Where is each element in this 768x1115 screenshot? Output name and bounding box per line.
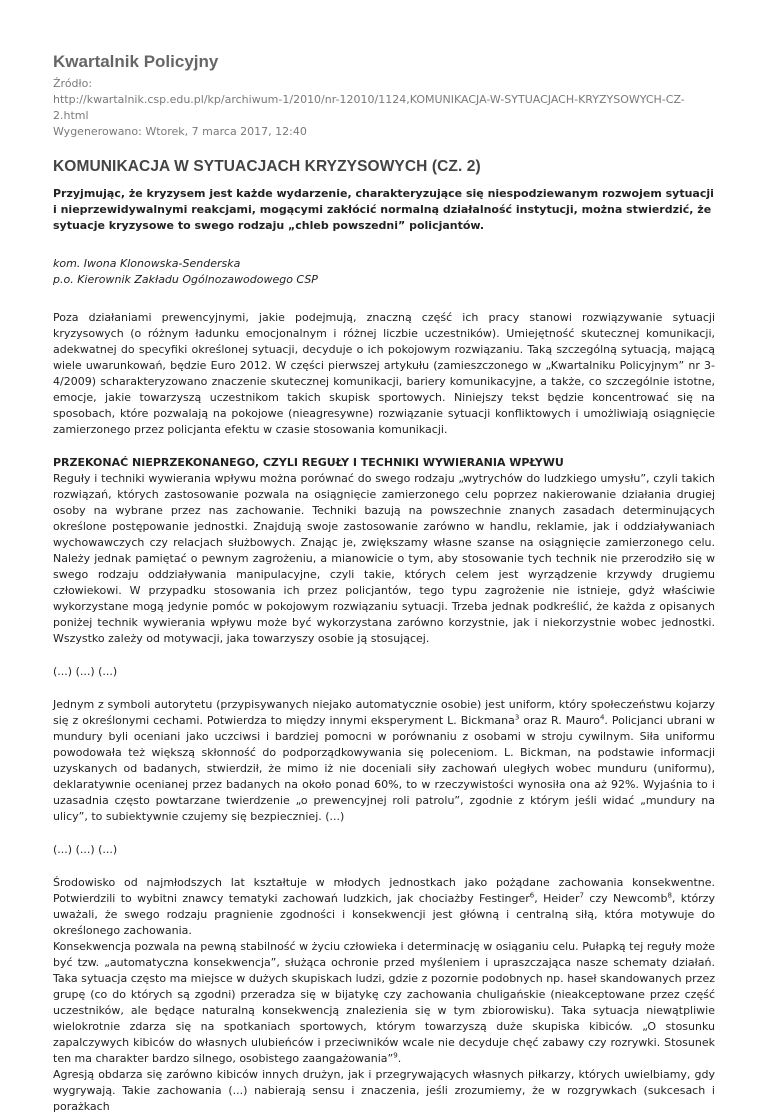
aggression-paragraph: Agresją obdarza się zarówno kibiców innych drużyn, jak i przegrywających własnych piłkarzy, których uwielbiamy, gdy wygrywają. Takie zachowania (...) nabierają sensu i znaczenia, jeśli zrozumiemy, że w rozgrywkach (sukcesach i porażkach <box>53 1068 715 1113</box>
article-lead: Przyjmując, że kryzysem jest każde wydarzenie, charakteryzujące się niespodziewanym rozwojem sytuacji i nieprzewidywalnymi reakcjami, mogącymi zakłócić normalną działalność instytucji, można stwierdzić, że sytuacje kryzysowe to swego rodzaju „chleb powszedni” policjantów. <box>53 187 714 232</box>
document-page <box>53 52 715 1115</box>
article-title: KOMUNIKACJA W SYTUACJACH KRYZYSOWYCH (CZ. 2) <box>53 158 481 175</box>
footnote-ref: 4 <box>599 713 605 722</box>
section-heading: PRZEKONAĆ NIEPRZEKONANEGO, CZYLI REGUŁY I TECHNIKI WYWIERANIA WPŁYWU <box>53 456 564 469</box>
footnote-ref: 9 <box>393 1051 398 1060</box>
text-segment: , którzy uważali, że swego rodzaju pragnienie zgodności i konsekwencji jest główną i centralną siłą, która motywuje do określonego zachowania. <box>53 892 715 937</box>
source-label: Źródło: <box>53 77 93 90</box>
author-block <box>53 256 715 288</box>
author-position: p.o. Kierownik Zakładu Ogólnozawodowego CSP <box>53 273 318 286</box>
site-title: Kwartalnik Policyjny <box>53 52 219 71</box>
text-segment: Jednym z symboli autorytetu (przypisywanych niejako automatycznie osobie) jest uniform, który społeczeństwu kojarzy się z określonymi cechami. Potwierdza to między innymi eksperyment L. Bickmana <box>53 698 715 727</box>
footnote-ref: 7 <box>579 891 584 900</box>
text-segment: Środowisko od najmłodszych lat kształtuje w młodych jednostkach jako pożądane zachowania konsekwentne. Potwierdzili to wybitni znawcy tematyki zachowań ludzkich, jak chociażby Festinger <box>53 876 715 905</box>
text-segment: . <box>397 1052 402 1065</box>
text-segment: , Heider <box>534 892 580 905</box>
ellipsis-separator: (...) (...) (...) <box>53 665 118 678</box>
consistency-paragraph <box>53 939 715 1067</box>
text-segment: Konsekwencja pozwala na pewną stabilność w życiu człowieka i determinację w osiąganiu celu. Pułapką tej reguły może być tzw. „automatyczna konsekwencja”, służąca ochronie przed myśleniem i upraszczająca nasze schematy działań. Taka sytuacja często ma miejsce w dużych skupiskach ludzi, gdzie z pozornie podobnych np. haseł skandowanych przez grupę (co do których są zgodni) przeradza się w bijatykę czy zachowania chuligańskie (nieakceptowane przez część uczestników, ale będące naturalną konsekwencją znalezienia się w tym zbiorowisku). Taka sytuacja niewątpliwie wielokrotnie zdarza się na spotkaniach sportowych, którym towarzyszą duże skupiska kibiców. „O stosunku zapalczywych kibiców do własnych ulubieńców i przeciwników wcale nie decyduje chęć zabawy czy rozrywki. Stosunek ten ma charakter bardzo silnego, osobistego zaangażowania” <box>53 940 715 1065</box>
source-url: http://kwartalnik.csp.edu.pl/kp/archiwum-1/2010/nr-12010/1124,KOMUNIKACJA-W-SYTUACJACH-KRYZYSOWYCH-CZ-2.html <box>53 93 685 122</box>
footnote-ref: 6 <box>529 891 535 900</box>
footnote-ref: 8 <box>667 891 672 900</box>
footnote-ref: 3 <box>514 713 520 722</box>
section-paragraph: Reguły i techniki wywierania wpływu można porównać do swego rodzaju „wytrychów do ludzkiego umysłu”, czyli takich rozwiązań, których zastosowanie pozwala na osiągnięcie zamierzonego celu poprzez nakierowanie działania drugiej osoby na wybrane przez nas zachowanie. Techniki bazują na powszechnie znanych zasadach determinujących określone postępowanie jednostki. Znajdują swoje zastosowanie zarówno w handlu, reklamie, jak i oddziaływaniach wychowawczych czy relacjach służbowych. Znając je, zwiększamy własne szanse na osiągnięcie zamierzonego celu. Należy jednak pamiętać o pewnym zagrożeniu, a mianowicie o tym, aby stosowanie tych technik nie przerodziło się w swego rodzaju oddziaływania manipulacyjne, czyli takie, których celem jest wyrządzenie krzywdy drugiemu człowiekowi. W przypadku stosowania ich przez policjantów, tego typu zagrożenie nie istnieje, gdyż właściwie wykorzystane mogą jedynie pomóc w pokojowym rozwiązaniu sytuacji. Trzeba jednak podkreślić, że każda z opisanych poniżej technik wywierania wpływu może być wykorzystana zarówno korzystnie, jak i niekorzystnie wobec jednostki. Wszystko zależy od motywacji, jaka towarzyszy osobie ją stosującej. <box>53 472 715 645</box>
text-segment: czy Newcomb <box>583 892 668 905</box>
environment-paragraph <box>53 875 715 939</box>
text-segment: oraz R. Mauro <box>519 714 600 727</box>
text-segment: . Policjanci ubrani w mundury byli oceniani jako uczciwsi i bardziej pomocni w porównaniu z osobami w stroju cywilnym. Siła uniformu powodowała też większą skłonność do podporządkowywania się poleceniom. L. Bickman, na podstawie informacji uzyskanych od badanych, stwierdził, że mimo iż nie doceniali siły zachowań uległych wobec munduru (uniformu), deklaratywnie ocenianej przez badanych na około ponad 60%, to w rzeczywistości wynosiła ona aż 92%. Wyjaśnia to i uzasadnia często powtarzane twierdzenie „o prewencyjnej roli patrolu”, zgodnie z którym jeśli widać „mundury na ulicy”, to subiektywnie czujemy się bezpieczniej. (...) <box>53 714 715 823</box>
uniform-paragraph <box>53 697 715 825</box>
ellipsis-separator: (...) (...) (...) <box>53 843 118 856</box>
intro-paragraph: Poza działaniami prewencyjnymi, jakie podejmują, znaczną część ich pracy stanowi rozwiązywanie sytuacji kryzysowych (o różnym ładunku emocjonalnym i różnej liczbie uczestników). Umiejętność skutecznej komunikacji, adekwatnej do specyfiki określonej sytuacji, decyduje o ich pokojowym rozwiązaniu. Taką szczególną sytuacją, mającą wiele uwarunkowań, będzie Euro 2012. W części pierwszej artykułu (zamieszczonego w „Kwartalniku Policyjnym” nr 3-4/2009) scharakteryzowano znaczenie skutecznej komunikacji, bariery komunikacyjne, a także, co szczególnie istotne, emocje, jakie towarzyszą uczestnikom takich skupisk sportowych. Niniejszy tekst będzie koncentrować się na sposobach, które pozwalają na pokojowe (nieagresywne) rozwiązanie sytuacji konfliktowych i umożliwiają osiągnięcie zamierzonego przez policjanta efektu w czasie stosowania komunikacji. <box>53 311 715 436</box>
author-name: kom. Iwona Klonowska-Senderska <box>53 257 241 270</box>
generated-date: Wygenerowano: Wtorek, 7 marca 2017, 12:40 <box>53 125 307 138</box>
